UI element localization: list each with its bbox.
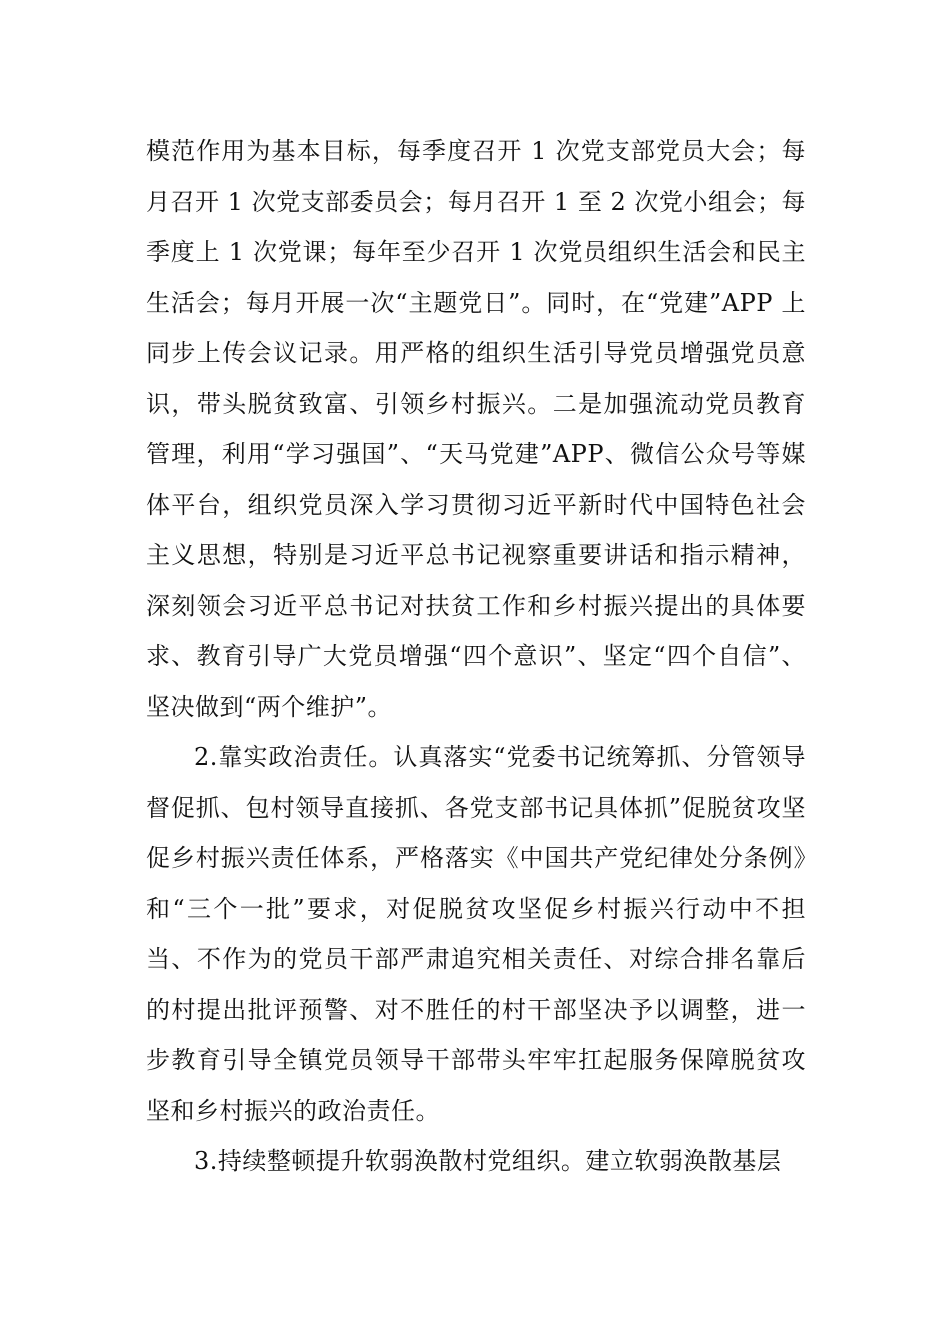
paragraph-continued: 模范作用为基本目标，每季度召开 1 次党支部党员大会；每月召开 1 次党支部委员会；每月召开 1 至 2 次党小组会；每季度上 1 次党课；每年至少召开 1 次党员组织生活会和民主生活会；每月开展一次“主题党日”。同时，在“党建”APP 上同步上传会议记录。用严格的组织生活引导党员增强党员意识，带头脱贫致富、引领乡村振兴。二是加强流动党员教育管理，利用“学习强国”、“天马党建”APP、微信公众号等媒体平台，组织党员深入学习贯彻习近平新时代中国特色社会主义思想，特别是习近平总书记视察重要讲话和指示精神，深刻领会习近平总书记对扶贫工作和乡村振兴提出的具体要求、教育引导广大党员增强“四个意识”、坚定“四个自信”、坚决做到“两个维护”。	[146, 137, 806, 721]
document-body	[146, 126, 806, 1187]
paragraph-political-responsibility: 2.靠实政治责任。认真落实“党委书记统筹抓、分管领导督促抓、包村领导直接抓、各党支部书记具体抓”促脱贫攻坚促乡村振兴责任体系，严格落实《中国共产党纪律处分条例》和“三个一批”要求，对促脱贫攻坚促乡村振兴行动中不担当、不作为的党员干部严肃追究相关责任、对综合排名靠后的村提出批评预警、对不胜任的村干部坚决予以调整，进一步教育引导全镇党员领导干部带头牢牢扛起服务保障脱贫攻坚和乡村振兴的政治责任。	[146, 743, 806, 1125]
paragraph-rectify-weak-organizations: 3.持续整顿提升软弱涣散村党组织。建立软弱涣散基层	[194, 1147, 782, 1175]
